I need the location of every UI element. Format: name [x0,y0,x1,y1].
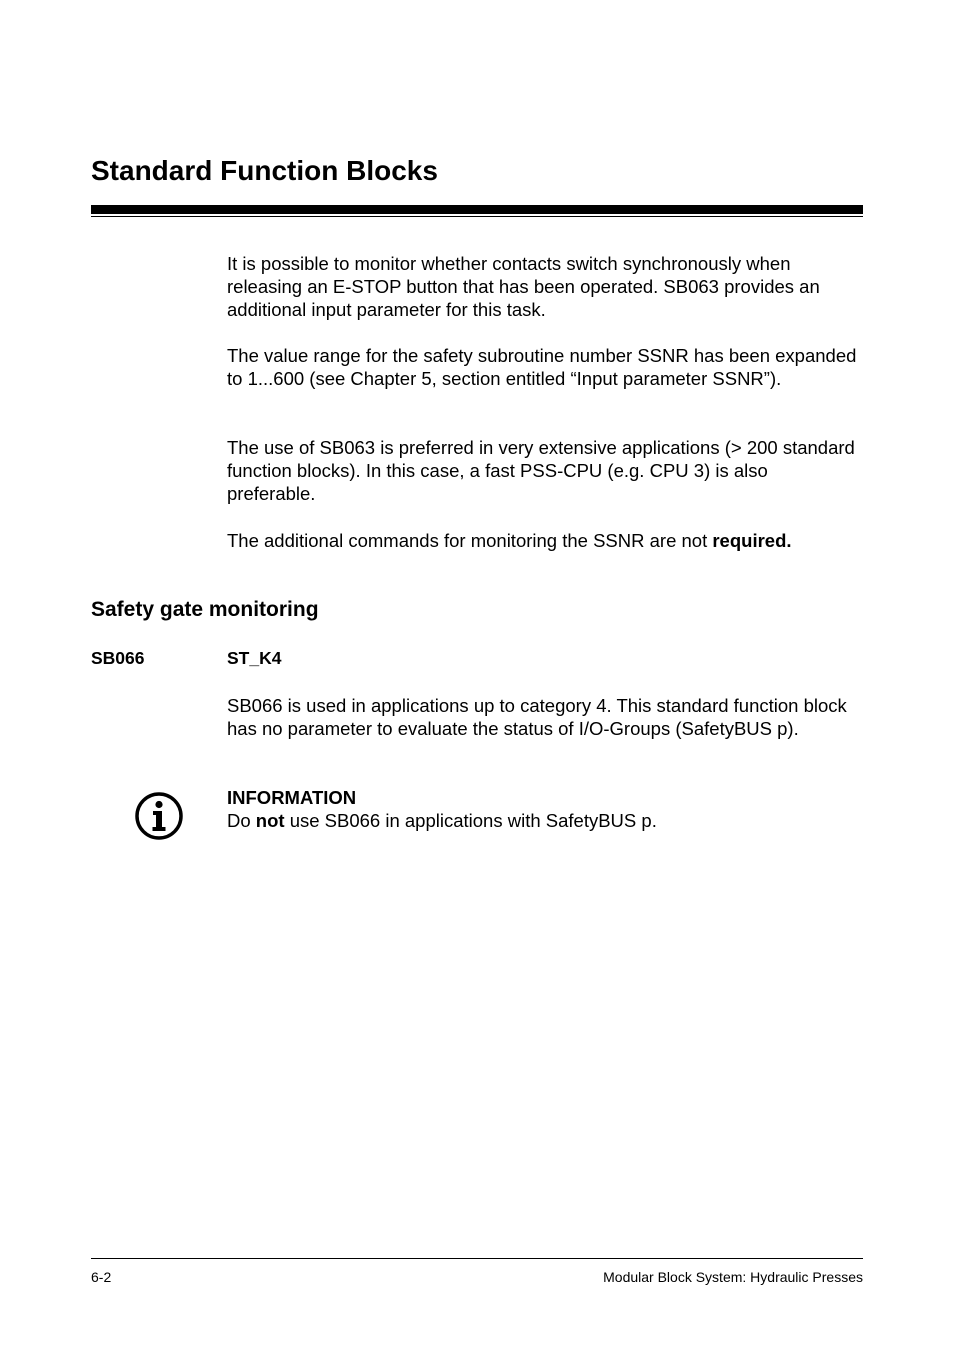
footer-page-number: 6-2 [91,1269,112,1285]
intro-paragraph-1: It is possible to monitor whether contacts switch synchronously when releasing an E-STOP button that has been operated. SB063 provides an additional input parameter for this task. [227,253,820,320]
info-icon [134,791,184,841]
footer-rule [91,1258,863,1259]
title-rule-thick [91,205,863,214]
information-text-after: use SB066 in applications with SafetyBUS p. [284,810,657,831]
intro-paragraph-4-text: The additional commands for monitoring the SSNR are not [227,530,713,551]
block-code: SB066 [91,648,145,668]
intro-paragraph-4 [227,529,857,552]
intro-paragraph-2: The value range for the safety subroutine number SSNR has been expanded to 1...600 (see Chapter 5, section entitled “Input parameter SSNR”). [227,345,857,389]
intro-paragraph-4-emphasis: required. [712,530,792,551]
page-title: Standard Function Blocks [91,155,438,186]
information-title: INFORMATION [227,787,357,808]
footer-document-title: Modular Block System: Hydraulic Presses [603,1269,863,1285]
title-rule-thin [91,216,863,217]
section-heading: Safety gate monitoring [91,598,319,621]
information-text-before: Do [227,810,256,831]
block-name: ST_K4 [227,648,282,668]
information-text [227,809,857,832]
information-text-emphasis: not [255,810,285,831]
block-description: SB066 is used in applications up to category 4. This standard function block has no parameter to evaluate the status of I/O-Groups (SafetyBUS p). [227,695,847,739]
intro-paragraph-3: The use of SB063 is preferred in very extensive applications (> 200 standard function blocks). In this case, a fast PSS-CPU (e.g. CPU 3) is also preferable. [227,437,855,504]
